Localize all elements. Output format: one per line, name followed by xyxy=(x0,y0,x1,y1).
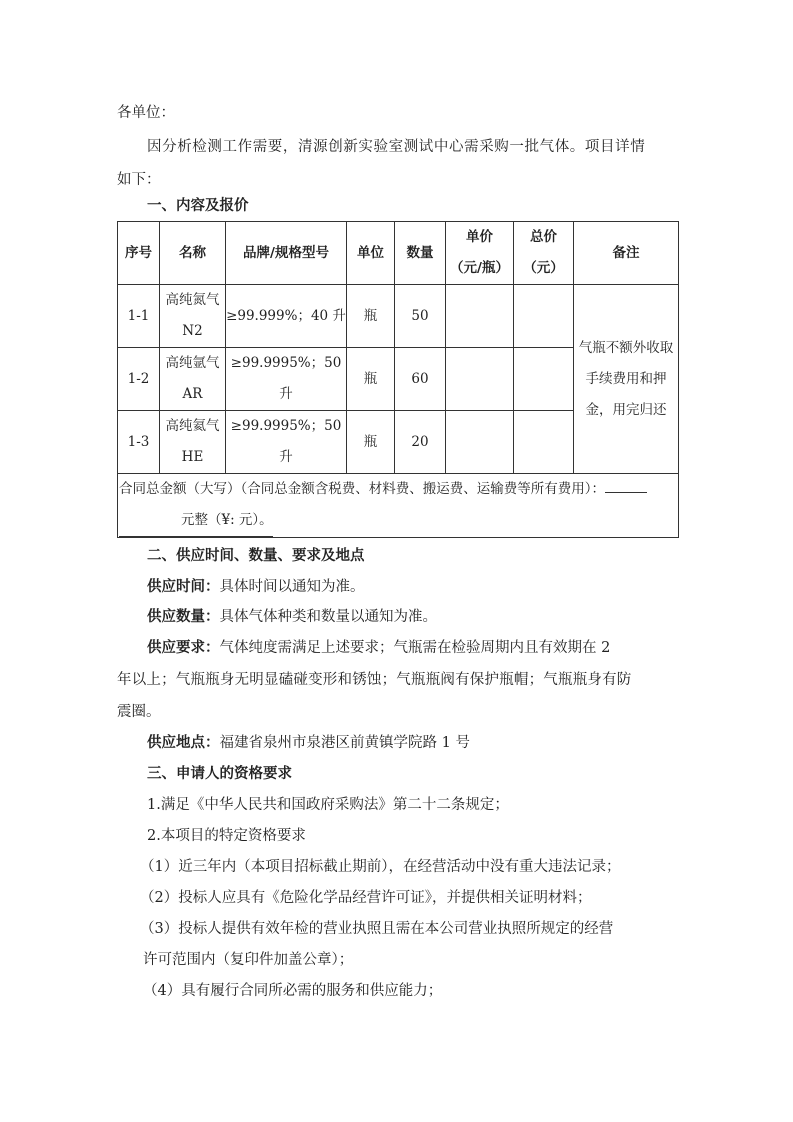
cell-name-line1: 高纯氦气 xyxy=(165,418,220,434)
supply-time-label: 供应时间： xyxy=(147,579,220,595)
section2-heading: 二、供应时间、数量、要求及地点 xyxy=(147,548,365,564)
cell-name xyxy=(160,411,226,474)
cell-name-line2: HE xyxy=(181,449,204,465)
cell-unit-price[interactable] xyxy=(446,411,514,474)
supply-place xyxy=(147,733,470,753)
cell-spec: ≥99.9995%；50 升 xyxy=(226,348,347,411)
cell-name-line2: AR xyxy=(182,386,203,402)
greeting: 各单位： xyxy=(117,105,175,121)
cell-qty: 50 xyxy=(395,285,446,348)
header-remark: 备注 xyxy=(574,222,679,285)
header-total-price-line2: （元） xyxy=(523,260,564,276)
qualification-sub3-line2: 许可范围内（复印件加盖公章）； xyxy=(143,952,354,968)
remark-line3: 金，用完归还 xyxy=(585,401,667,418)
cell-unit-price[interactable] xyxy=(446,285,514,348)
header-name: 名称 xyxy=(160,222,226,285)
supply-time xyxy=(147,577,365,597)
total-amount-label: 合同总金额（大写）（合同总金额含税费、材料费、搬运费、运输费等所有费用）： xyxy=(119,481,605,497)
cell-seq: 1-1 xyxy=(118,285,160,348)
cell-qty: 20 xyxy=(395,411,446,474)
qualification-sub1: （1）近三年内（本项目招标截止期前），在经营活动中没有重大违法记录； xyxy=(140,859,621,875)
header-unit-price-line2: （元/瓶） xyxy=(450,260,509,276)
total-amount-line1 xyxy=(119,474,678,505)
header-seq: 序号 xyxy=(118,222,160,285)
qualification-item1: 1.满足《中华人民共和国政府采购法》第二十二条规定； xyxy=(147,797,509,813)
supply-quantity xyxy=(147,607,437,627)
cell-unit: 瓶 xyxy=(347,411,395,474)
qualification-sub4: （4）具有履行合同所必需的服务和供应能力； xyxy=(143,983,443,999)
qualification-sub3-line1: （3）投标人提供有效年检的营业执照且需在本公司营业执照所规定的经营 xyxy=(140,921,614,937)
header-qty: 数量 xyxy=(395,222,446,285)
supply-place-text: 福建省泉州市泉港区前黄镇学院路 1 号 xyxy=(219,735,470,751)
remark-line2: 手续费用和押 xyxy=(585,370,667,387)
intro-paragraph-line2: 如下： xyxy=(117,172,161,188)
cell-total-price[interactable] xyxy=(514,348,574,411)
cell-total-price[interactable] xyxy=(514,285,574,348)
quote-table xyxy=(117,221,679,538)
supply-requirement-line3: 震圈。 xyxy=(117,704,161,720)
total-amount-blank[interactable] xyxy=(605,491,647,493)
table-row xyxy=(118,285,679,348)
cell-seq: 1-2 xyxy=(118,348,160,411)
cell-qty: 60 xyxy=(395,348,446,411)
header-spec: 品牌/规格型号 xyxy=(226,222,347,285)
cell-name xyxy=(160,348,226,411)
cell-name-line1: 高纯氩气 xyxy=(165,355,220,371)
section1-heading: 一、内容及报价 xyxy=(147,198,249,214)
cell-total-price[interactable] xyxy=(514,411,574,474)
supply-requirement-line1 xyxy=(147,638,610,658)
header-total-price xyxy=(514,222,574,285)
cell-unit: 瓶 xyxy=(347,285,395,348)
qualification-sub2: （2）投标人应具有《危险化学品经营许可证》，并提供相关证明材料； xyxy=(140,890,592,906)
supply-requirement-label: 供应要求： xyxy=(147,640,220,656)
cell-spec: ≥99.999%；40 升 xyxy=(226,285,347,348)
cell-name-line2: N2 xyxy=(182,323,203,339)
qualification-item2: 2.本项目的特定资格要求 xyxy=(147,828,306,844)
supply-quantity-text: 具体气体种类和数量以通知为准。 xyxy=(219,609,437,625)
total-amount-row xyxy=(118,474,679,538)
supply-place-label: 供应地点： xyxy=(147,735,220,751)
cell-spec: ≥99.9995%；50 升 xyxy=(226,411,347,474)
total-amount-cell xyxy=(118,474,679,538)
total-amount-figure[interactable]: 元整（¥: 元）。 xyxy=(119,505,273,537)
intro-paragraph-line1: 因分析检测工作需要，清源创新实验室测试中心需采购一批气体。项目详情 xyxy=(147,139,646,155)
supply-quantity-label: 供应数量： xyxy=(147,609,220,625)
section3-heading: 三、申请人的资格要求 xyxy=(147,766,292,782)
cell-unit-price[interactable] xyxy=(446,348,514,411)
table-header-row xyxy=(118,222,679,285)
total-amount-line2 xyxy=(119,505,678,537)
cell-seq: 1-3 xyxy=(118,411,160,474)
cell-unit: 瓶 xyxy=(347,348,395,411)
cell-remark xyxy=(574,285,679,474)
header-unit-price-line1: 单价 xyxy=(466,229,493,245)
header-unit: 单位 xyxy=(347,222,395,285)
header-total-price-line1: 总价 xyxy=(530,229,557,245)
supply-requirement-text1: 气体纯度需满足上述要求；气瓶需在检验周期内且有效期在 2 xyxy=(219,640,611,656)
remark-line1: 气瓶不额外收取 xyxy=(578,339,674,356)
header-unit-price xyxy=(446,222,514,285)
supply-time-text: 具体时间以通知为准。 xyxy=(219,579,365,595)
cell-name-line1: 高纯氮气 xyxy=(165,292,220,308)
cell-name xyxy=(160,285,226,348)
supply-requirement-line2: 年以上；气瓶瓶身无明显磕碰变形和锈蚀；气瓶瓶阀有保护瓶帽；气瓶瓶身有防 xyxy=(117,672,632,688)
